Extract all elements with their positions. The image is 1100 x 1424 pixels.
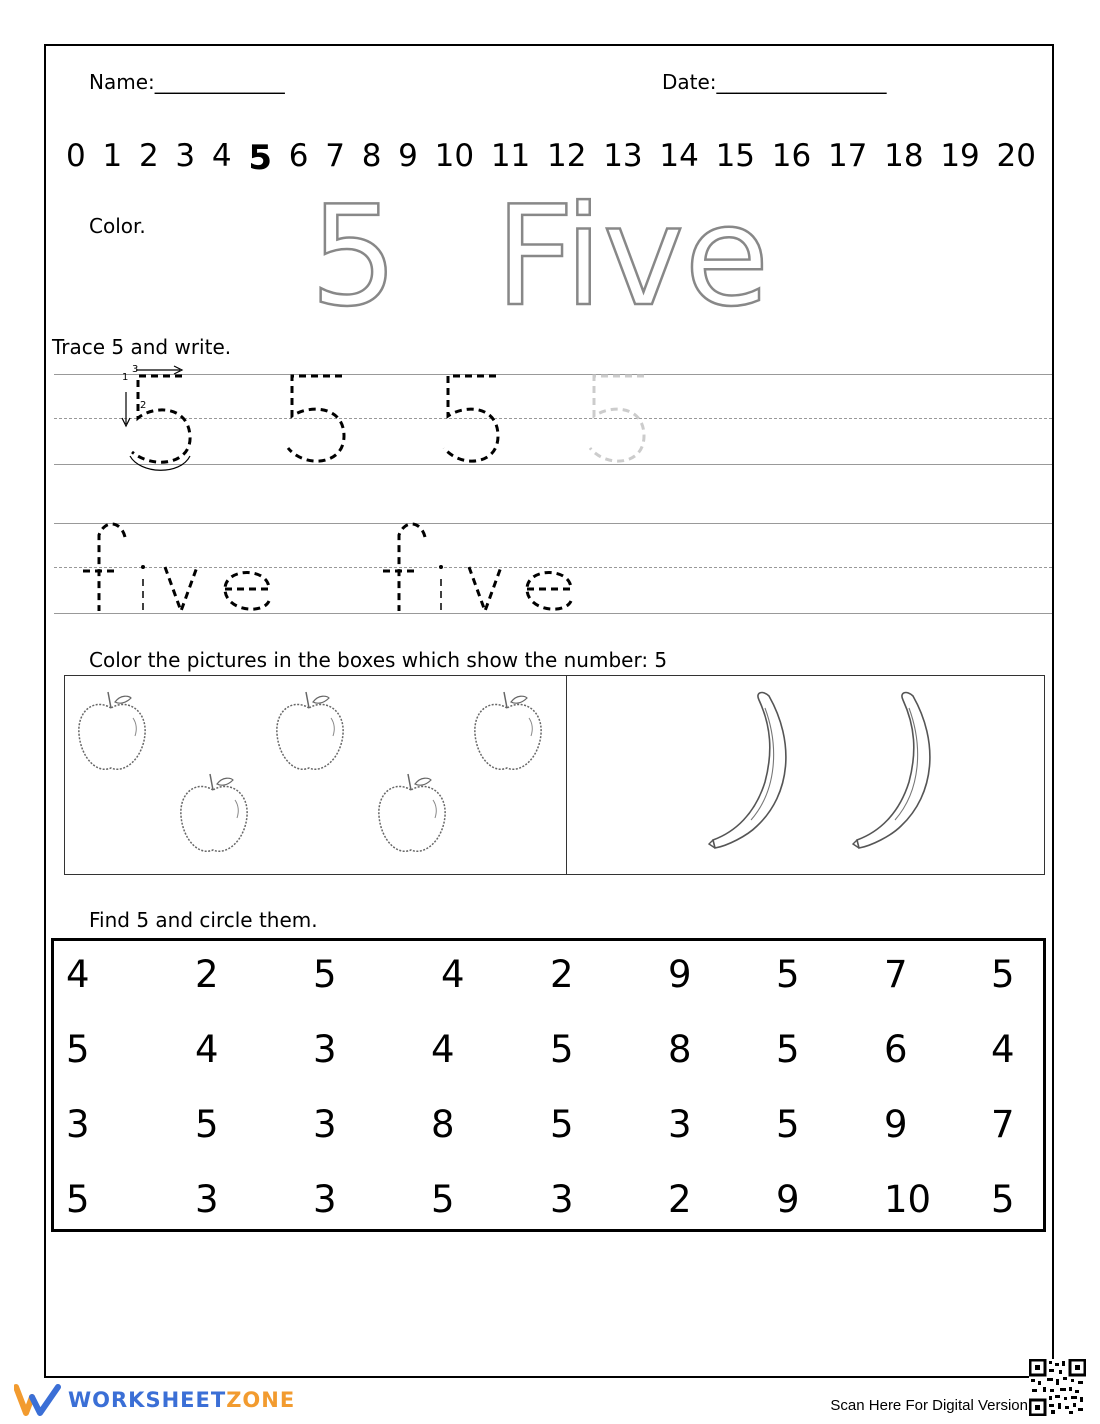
grid-number[interactable]: 3 — [313, 1028, 337, 1071]
number-line-item: 2 — [138, 138, 159, 174]
grid-number[interactable]: 5 — [776, 953, 800, 996]
number-line-item: 7 — [325, 138, 345, 174]
apple-icon-1 — [79, 692, 145, 769]
trace-word-2 — [383, 524, 571, 611]
grid-number[interactable]: 3 — [66, 1103, 90, 1146]
trace-words — [75, 505, 595, 620]
outlined-number-word — [300, 176, 800, 337]
number-line-item: 18 — [884, 138, 924, 174]
grid-number[interactable]: 5 — [431, 1178, 455, 1221]
grid-number[interactable]: 4 — [431, 1028, 455, 1071]
number-search-grid — [51, 938, 1046, 1232]
brand-text-worksheet: WORKSHEET — [68, 1388, 227, 1412]
banana-box[interactable] — [566, 675, 1045, 875]
banana-group — [567, 676, 1046, 876]
number-line-item: 1 — [102, 138, 123, 174]
grid-number[interactable]: 4 — [66, 953, 90, 996]
number-line-item: 8 — [361, 138, 382, 174]
grid-number[interactable]: 9 — [668, 953, 692, 996]
number-line-item: 19 — [940, 138, 980, 174]
brand-logo — [14, 1384, 295, 1416]
grid-number[interactable]: 5 — [550, 1103, 574, 1146]
grid-number[interactable]: 4 — [195, 1028, 219, 1071]
apple-box[interactable] — [64, 675, 567, 875]
grid-number[interactable]: 2 — [668, 1178, 692, 1221]
grid-number[interactable]: 7 — [884, 953, 908, 996]
stroke-number-1: 1 — [122, 372, 129, 383]
stroke-number-2: 2 — [140, 400, 147, 411]
grid-number[interactable]: 5 — [66, 1178, 90, 1221]
apple-icon-2 — [277, 692, 343, 769]
grid-number[interactable]: 4 — [991, 1028, 1015, 1071]
number-line-item: 17 — [827, 138, 868, 174]
qr-code-icon[interactable] — [1029, 1359, 1086, 1416]
picture-instruction: Color the pictures in the boxes which show the number: 5 — [89, 648, 668, 672]
apple-group — [65, 676, 568, 876]
number-line-item: 9 — [398, 138, 418, 174]
grid-number[interactable]: 5 — [550, 1028, 574, 1071]
grid-number[interactable]: 5 — [66, 1028, 90, 1071]
trace-digit-2 — [288, 376, 344, 461]
number-line-item: 3 — [175, 138, 196, 174]
grid-number[interactable]: 3 — [313, 1103, 337, 1146]
scan-text: Scan Here For Digital Version — [830, 1397, 1028, 1414]
trace-digit-1 — [132, 376, 190, 462]
trace-word-1 — [83, 524, 269, 611]
grid-number[interactable]: 5 — [776, 1028, 800, 1071]
grid-number[interactable]: 5 — [776, 1103, 800, 1146]
grid-number[interactable]: 8 — [431, 1103, 455, 1146]
number-line-item: 16 — [771, 138, 812, 174]
number-line-item: 12 — [547, 138, 587, 174]
number-line-item: 6 — [288, 138, 309, 174]
worksheetzone-logo-icon — [14, 1383, 62, 1417]
apple-icon-5 — [379, 774, 445, 851]
grid-number[interactable]: 10 — [884, 1178, 932, 1221]
find-instruction: Find 5 and circle them. — [89, 908, 318, 932]
trace-digits — [110, 360, 670, 480]
number-line-item: 10 — [434, 138, 475, 174]
number-line-item: 20 — [996, 138, 1036, 174]
trace-label: Trace 5 and write. — [52, 335, 232, 359]
grid-number[interactable]: 5 — [991, 953, 1015, 996]
number-line-item: 13 — [603, 138, 643, 174]
number-line-item: 4 — [211, 138, 232, 174]
grid-number[interactable]: 2 — [195, 953, 219, 996]
grid-number[interactable]: 7 — [991, 1103, 1015, 1146]
grid-number[interactable]: 3 — [668, 1103, 692, 1146]
grid-number[interactable]: 5 — [991, 1178, 1015, 1221]
number-line — [66, 138, 1036, 178]
apple-icon-4 — [181, 774, 247, 851]
grid-number[interactable]: 8 — [668, 1028, 692, 1071]
banana-icon-2 — [853, 693, 930, 848]
number-line-item: 11 — [490, 138, 531, 174]
number-line-item: 0 — [66, 138, 86, 174]
stroke-number-3: 3 — [132, 364, 139, 375]
grid-number[interactable]: 2 — [550, 953, 574, 996]
grid-number[interactable]: 5 — [313, 953, 337, 996]
trace-digit-3 — [444, 376, 498, 461]
apple-icon-3 — [475, 692, 541, 769]
date-label: Date:_________________ — [662, 70, 887, 94]
grid-number[interactable]: 3 — [313, 1178, 337, 1221]
brand-text-zone: ZONE — [226, 1388, 296, 1412]
grid-number[interactable]: 4 — [441, 953, 465, 996]
grid-number[interactable]: 3 — [195, 1178, 219, 1221]
trace-digit-faded — [590, 376, 644, 461]
color-label: Color. — [89, 214, 146, 238]
number-line-item: 14 — [659, 138, 699, 174]
outlined-digit: 5 — [310, 176, 398, 337]
grid-number[interactable]: 9 — [776, 1178, 800, 1221]
grid-number[interactable]: 5 — [195, 1103, 219, 1146]
outlined-word: Five — [495, 176, 770, 337]
banana-icon-1 — [709, 693, 786, 848]
grid-number[interactable]: 6 — [884, 1028, 908, 1071]
number-line-item: 5 — [248, 138, 273, 178]
grid-number[interactable]: 9 — [884, 1103, 908, 1146]
number-line-item: 15 — [715, 138, 756, 174]
name-label: Name:_____________ — [89, 70, 285, 94]
grid-number[interactable]: 3 — [550, 1178, 574, 1221]
